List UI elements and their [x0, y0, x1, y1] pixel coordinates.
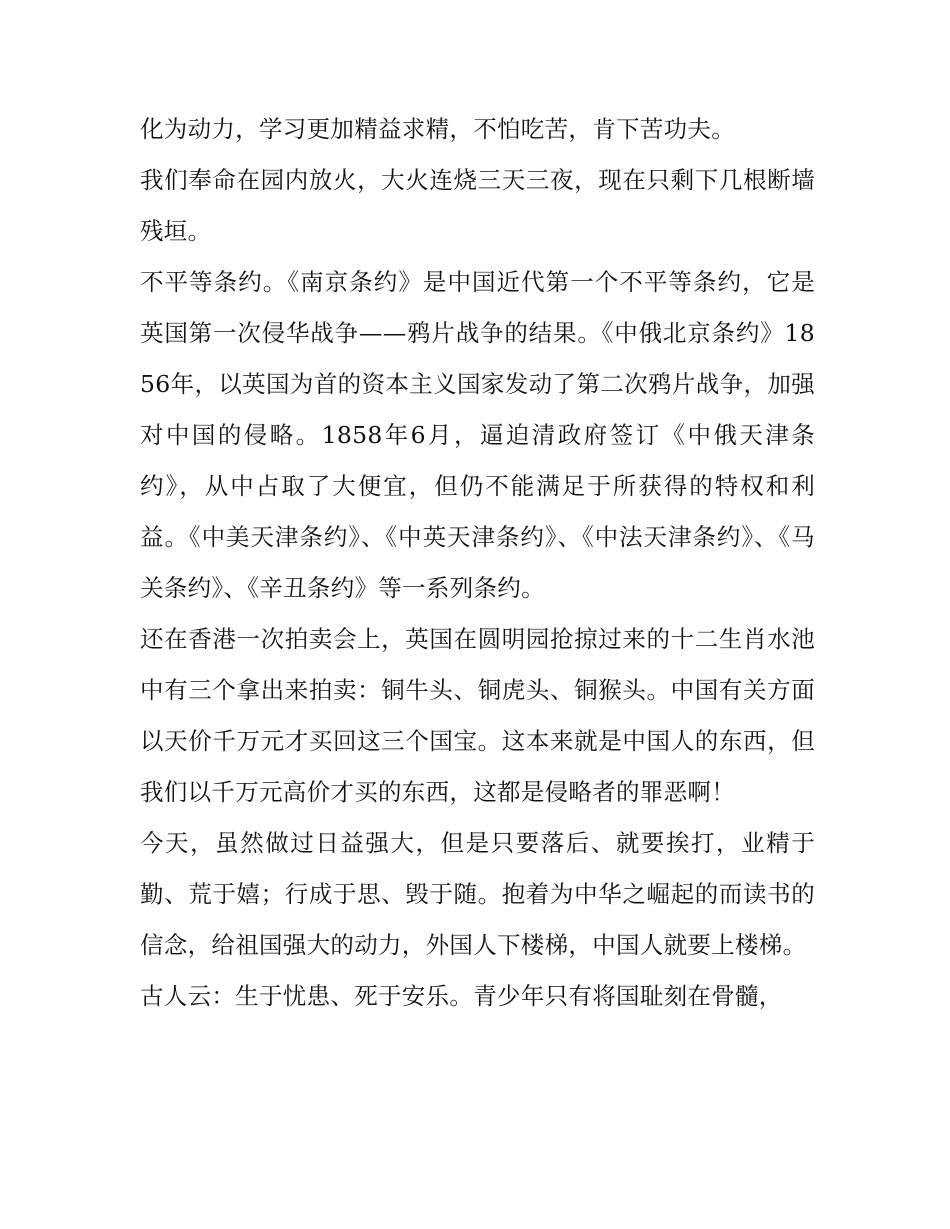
paragraph-3: 不平等条约。《南京条约》是中国近代第一个不平等条约，它是英国第一次侵华战争——鸦片战争的结果。《中俄北京条约》1856年，以英国为首的资本主义国家发动了第二次鸦片战争，加强对中国的侵略。1858年6月，逼迫清政府签订《中俄天津条约》，从中占取了大便宜，但仍不能满足于所获得的特权和利益。《中美天津条约》、《中英天津条约》、《中法天津条约》、《马关条约》、《辛丑条约》等一系列条约。: [140, 268, 815, 602]
paragraph-5: 今天，虽然做过日益强大，但是只要落后、就要挨打，业精于勤、荒于嬉；行成于思、毁于随。抱着为中华之崛起的而读书的信念，给祖国强大的动力，外国人下楼梯，中国人就要上楼梯。: [140, 829, 815, 959]
paragraph-1: 化为动力，学习更加精益求精，不怕吃苦，肯下苦功夫。: [140, 115, 735, 143]
document-body: [140, 104, 815, 1022]
paragraph-6: 古人云：生于忧患、死于安乐。青少年只有将国耻刻在骨髓，: [140, 982, 783, 1010]
paragraph-4: 还在香港一次拍卖会上，英国在圆明园抢掠过来的十二生肖水池中有三个拿出来拍卖：铜牛头、铜虎头、铜猴头。中国有关方面以天价千万元才买回这三个国宝。这本来就是中国人的东西，但我们以千万元高价才买的东西，这都是侵略者的罪恶啊！: [140, 625, 815, 806]
paragraph-2: 我们奉命在园内放火，大火连烧三天三夜，现在只剩下几根断墙残垣。: [140, 166, 815, 245]
